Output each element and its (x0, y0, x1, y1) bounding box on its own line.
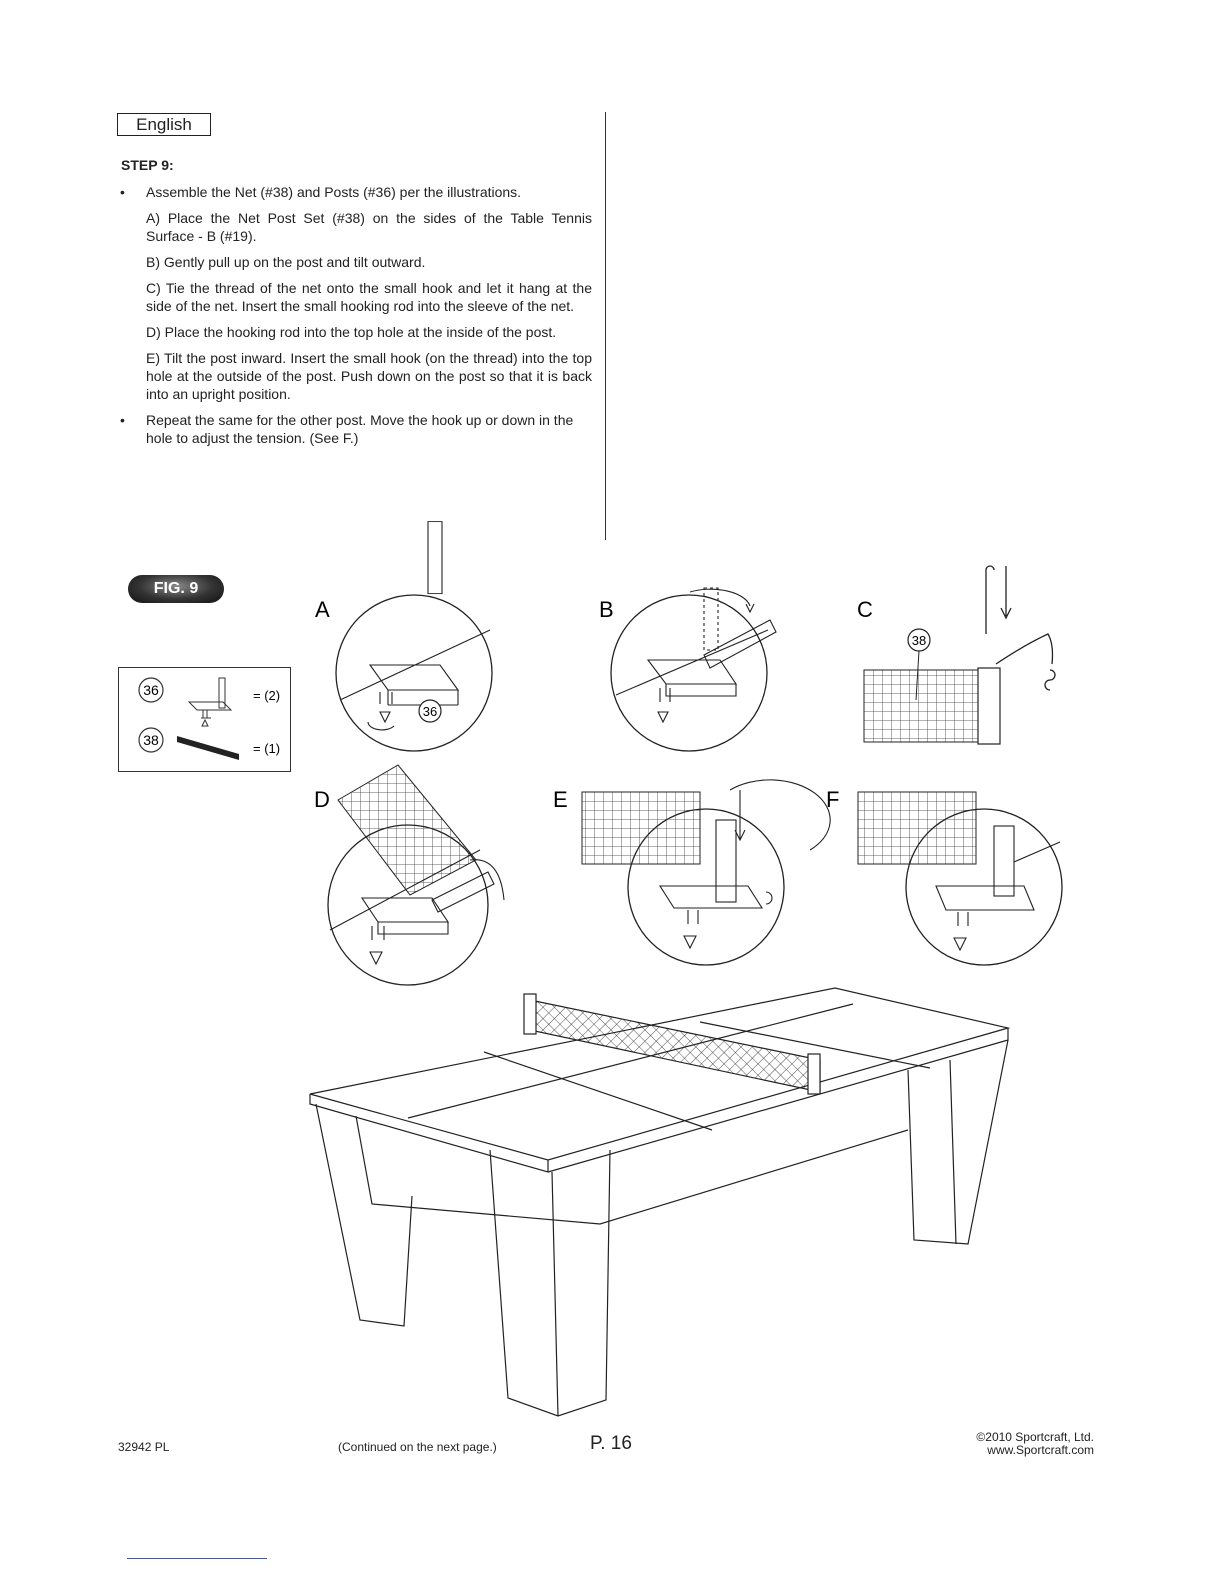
instruction-d: D) Place the hooking rod into the top hole at the inside of the post. (146, 324, 557, 340)
instruction-bullet-2: • Repeat the same for the other post. Move the hook up or down in the hole to adjust the tension. (See F.) (118, 411, 592, 447)
page-number: P. 16 (590, 1433, 632, 1454)
panel-f (826, 787, 1062, 965)
copyright: ©2010 Sportcraft, Ltd. (976, 1430, 1094, 1444)
panel-e (553, 780, 830, 965)
instruction-c: C) Tie the thread of the net onto the small hook and let it hang at the side of the net. Insert the small hooking rod into the sleeve of the net. (146, 280, 592, 314)
bottom-rule (127, 1558, 267, 1559)
part-36-number: 36 (143, 682, 159, 698)
product-code: 32942 PL (118, 1440, 170, 1454)
part-36-qty: = (2) (253, 688, 281, 703)
panel-f-label: F (826, 787, 840, 812)
instruction-bullet-1: • Assemble the Net (#38) and Posts (#36) per the illustrations. (118, 183, 592, 201)
website: www.Sportcraft.com (987, 1443, 1094, 1457)
panel-c-callout: 38 (911, 633, 927, 648)
panel-c (857, 566, 1055, 744)
step-title: STEP 9: (121, 157, 174, 173)
panel-b-label: B (599, 597, 614, 622)
panel-d-label: D (314, 787, 330, 812)
panel-e-label: E (553, 787, 568, 812)
instruction-a: A) Place the Net Post Set (#38) on the sides of the Table Tennis Surface - B (#19). (146, 210, 592, 244)
part-38-number: 38 (143, 732, 159, 748)
language-label: English (117, 113, 211, 136)
table-illustration (310, 988, 1008, 1416)
instruction-b: B) Gently pull up on the post and tilt outward. (146, 254, 426, 270)
panel-d (314, 765, 504, 985)
continued-note: (Continued on the next page.) (338, 1440, 497, 1454)
instruction-e: E) Tilt the post inward. Insert the small hook (on the thread) into the top hole at the outside of the post. Push down on the post so that it is back into an upright position. (146, 350, 592, 402)
panel-a (315, 522, 492, 751)
panel-c-label: C (857, 597, 873, 622)
figure-badge: FIG. 9 (128, 575, 224, 603)
panel-b (599, 588, 776, 751)
panel-a-callout: 36 (422, 704, 438, 719)
part-38-qty: = (1) (253, 741, 281, 756)
panel-a-label: A (315, 597, 330, 622)
